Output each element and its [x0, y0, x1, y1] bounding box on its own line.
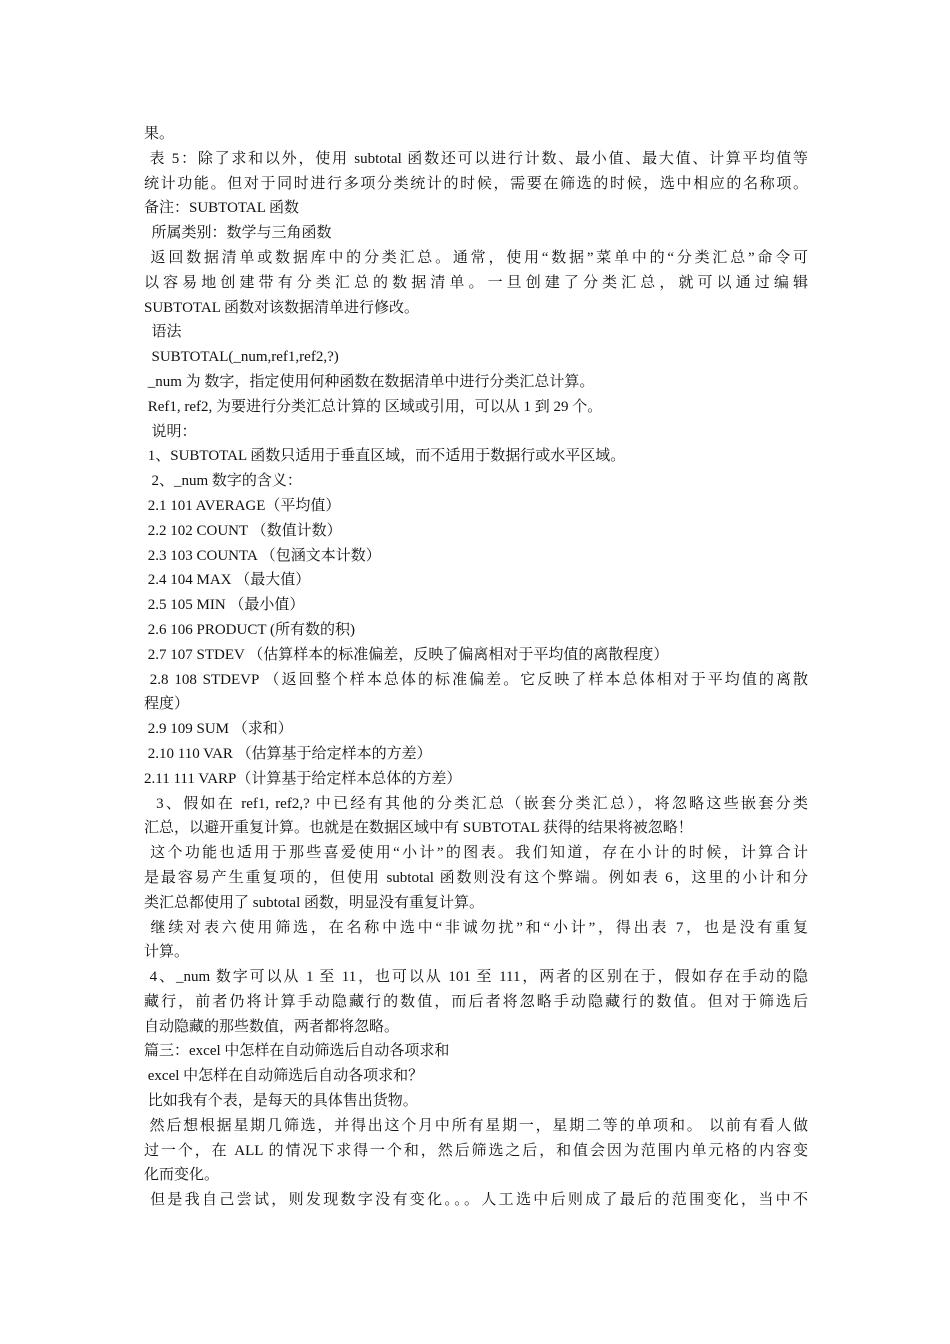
text-line: 备注：SUBTOTAL 函数 — [144, 200, 300, 217]
text-line: 4、_num 数字可以从 1 至 11，也可以从 101 至 111，两者的区别在于，假如存在手动的隐 — [144, 969, 808, 986]
text-line: 2、_num 数字的含义： — [144, 473, 302, 490]
text-line: Ref1, ref2, 为要进行分类汇总计算的 区域或引用，可以从 1 到 29 个。 — [144, 398, 603, 415]
text-line: 语法 — [144, 324, 182, 341]
document-page — [144, 122, 808, 1213]
text-line: 果。 — [144, 126, 175, 142]
text-line: 2.3 103 COUNTA （包涵文本计数） — [144, 547, 381, 564]
text-line: _num 为 数字，指定使用何种函数在数据清单中进行分类汇总计算。 — [144, 373, 595, 390]
text-line: 藏行，前者仍将计算手动隐藏行的数值，而后者将忽略手动隐藏行的数值。但对于筛选后 — [144, 993, 808, 1010]
text-line: 2.11 111 VARP（计算基于给定样本总体的方差） — [144, 770, 462, 787]
text-line: 自动隐藏的那些数值，两者都将忽略。 — [144, 1018, 400, 1035]
text-line: 2.1 101 AVERAGE（平均值） — [144, 497, 341, 514]
text-line: 表 5：除了求和以外，使用 subtotal 函数还可以进行计数、最小值、最大值、计算平均值等 — [144, 150, 808, 167]
text-line: 但是我自己尝试，则发现数字没有变化。。。人工选中后则成了最后的范围变化，当中不 — [144, 1192, 808, 1209]
text-line: 计算。 — [144, 944, 190, 961]
text-line: 这个功能也适用于那些喜爱使用“小计”的图表。我们知道，存在小计的时候，计算合计 — [144, 845, 808, 862]
text-line: 3、假如在 ref1, ref2,? 中已经有其他的分类汇总（嵌套分类汇总），将忽略这些嵌套分类 — [144, 795, 808, 812]
text-line: 然后想根据星期几筛选，并得出这个月中所有星期一，星期二等的单项和。 以前有看人做 — [144, 1117, 808, 1134]
text-line: 汇总，以避开重复计算。也就是在数据区域中有 SUBTOTAL 获得的结果将被忽略！ — [144, 820, 693, 837]
text-line: SUBTOTAL 函数对该数据清单进行修改。 — [144, 299, 420, 316]
text-line: 统计功能。但对于同时进行多项分类统计的时候，需要在筛选的时候，选中相应的名称项。 — [144, 175, 808, 192]
text-line: 2.5 105 MIN （最小值） — [144, 597, 305, 614]
text-line: 以容易地创建带有分类汇总的数据清单。一旦创建了分类汇总，就可以通过编辑 — [144, 274, 808, 291]
text-line: 2.7 107 STDEV （估算样本的标准偏差，反映了偏离相对于平均值的离散程度） — [144, 646, 669, 663]
text-line: 1、SUBTOTAL 函数只适用于垂直区域，而不适用于数据行或水平区域。 — [144, 448, 626, 465]
text-line: 化而变化。 — [144, 1167, 220, 1184]
text-line: excel 中怎样在自动筛选后自动各项求和？ — [144, 1068, 424, 1085]
text-line: 程度） — [144, 696, 190, 713]
text-line: 2.6 106 PRODUCT (所有数的积) — [144, 621, 355, 638]
text-line: 2.9 109 SUM （求和） — [144, 721, 293, 738]
text-line: 是最容易产生重复项的，但使用 subtotal 函数则没有这个弊端。例如表 6，这里的小计和分 — [144, 869, 808, 886]
text-line: 比如我有个表，是每天的具体售出货物。 — [144, 1093, 418, 1110]
text-line: 返回数据清单或数据库中的分类汇总。通常，使用“数据”菜单中的“分类汇总”命令可 — [144, 249, 808, 266]
text-line: 继续对表六使用筛选，在名称中选中“非诚勿扰”和“小计”，得出表 7，也是没有重复 — [144, 919, 808, 936]
text-line: 2.8 108 STDEVP （返回整个样本总体的标准偏差。它反映了样本总体相对于平均值的离散 — [144, 671, 808, 688]
text-line: 过一个，在 ALL 的情况下求得一个和，然后筛选之后，和值会因为范围内单元格的内容变 — [144, 1142, 808, 1159]
text-line: 篇三：excel 中怎样在自动筛选后自动各项求和 — [144, 1043, 450, 1060]
text-line: 2.2 102 COUNT （数值计数） — [144, 522, 342, 539]
text-line: 2.10 110 VAR （估算基于给定样本的方差） — [144, 745, 432, 762]
text-line: 所属类别：数学与三角函数 — [144, 225, 332, 242]
text-line: 类汇总都使用了 subtotal 函数，明显没有重复计算。 — [144, 894, 484, 911]
text-line: 2.4 104 MAX （最大值） — [144, 572, 311, 589]
text-line: SUBTOTAL(_num,ref1,ref2,?) — [144, 349, 339, 366]
text-line: 说明： — [144, 423, 197, 440]
